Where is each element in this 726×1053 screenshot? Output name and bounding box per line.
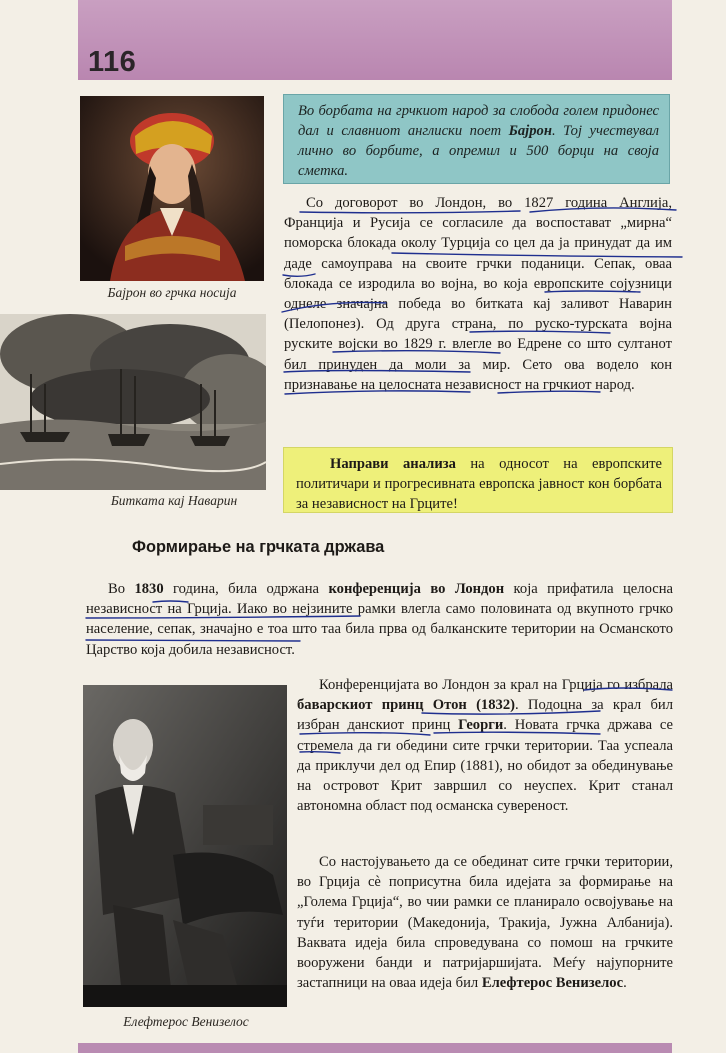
quote-byron-name: Бајрон: [508, 123, 552, 139]
paragraph-text: Во 1830 година, била одржана конференција во Лондон која прифатила целосна независност на Грција. Иако во нејзините рамки влегла само половината од вкупното грчко население, сепак, значајно е тоа што таа била прва од балканските територии на Османското Царство која добила независност.: [86, 581, 673, 658]
paragraph-great-greece: [297, 852, 673, 993]
paragraph-text: Со договорот во Лондон, во 1827 година Англија, Франција и Русија се согласиле да воспостават „мирна“ поморска блокада околу Турција со цел да ја принудат да им даде самоуправа на своите грчки поданици. Сепак, оваа блокада се изродила во војна, во која европските сојузници однеле значајна победа во битката кај заливот Наварин (Пелопонез). Од друга страна, по руско-турската војна руските војски во 1829 г. влегле во Едрене со што султанот бил принуден да моли за мир. Сето ова водело кон признавање на целосната независност на грчкиот народ.: [284, 195, 672, 393]
task-bold: Направи анализа: [330, 456, 456, 472]
venizelos-portrait: [83, 685, 287, 1007]
paragraph-1827-treaty: [284, 193, 672, 395]
section-title: Формирање на грчката држава: [132, 538, 385, 556]
venizelos-caption: Елефтерос Венизелос: [123, 1014, 249, 1029]
paragraph-1830-conference: [86, 579, 673, 660]
byron-portrait: [80, 96, 264, 281]
byron-quote-box: [283, 94, 670, 184]
navarino-battle-image: [0, 314, 266, 490]
paragraph-text: Конференцијата во Лондон за крал на Грција го избрала баварскиот принц Отон (1832). Подоцна за крал бил избран данскиот принц Георги. Новата грчка држава се стремела да ги обедини сите грчки територии. Таа успеала да приклучи дел од Епир (1881), но обидот за обединување на островот Крит завршил со неуспех. Крит станал автономна област под османска сувереност.: [297, 677, 674, 815]
footer-band: [78, 1043, 672, 1053]
byron-caption: Бајрон во грчка носија: [107, 285, 237, 300]
header-band: [78, 0, 672, 80]
navarino-caption: Битката кај Наварин: [110, 493, 238, 508]
paragraph-kings: [297, 675, 673, 816]
task-box: [283, 447, 673, 513]
paragraph-text: Со настојувањето да се обединат сите грчки територии, во Грција сè поприсутна била идејата за формирање на „Голема Грција“, во чии рамки се планирало освојување на туѓи територии (Македонија, Тракија, Јужна Албанија). Ваквата идеја била спроведувана со помош на грчките вооружени банди и патријаршијата. Меѓу најупорните застапници на оваа идеја бил Елефтерос Венизелос.: [297, 854, 673, 992]
quote-text-2: . Тој учествувал лично во борбите, а опремил и 500 борци на своја сметка.: [298, 123, 659, 179]
quote-text-1: Во борбата на грчкиот народ за слобода голем придонес дал и славниот англиски поет: [298, 103, 659, 139]
page-number: 116: [88, 46, 137, 78]
task-text: на односот на европските политичари и прогресивната европска јавност кон борбата за независност на Грците!: [296, 456, 662, 512]
